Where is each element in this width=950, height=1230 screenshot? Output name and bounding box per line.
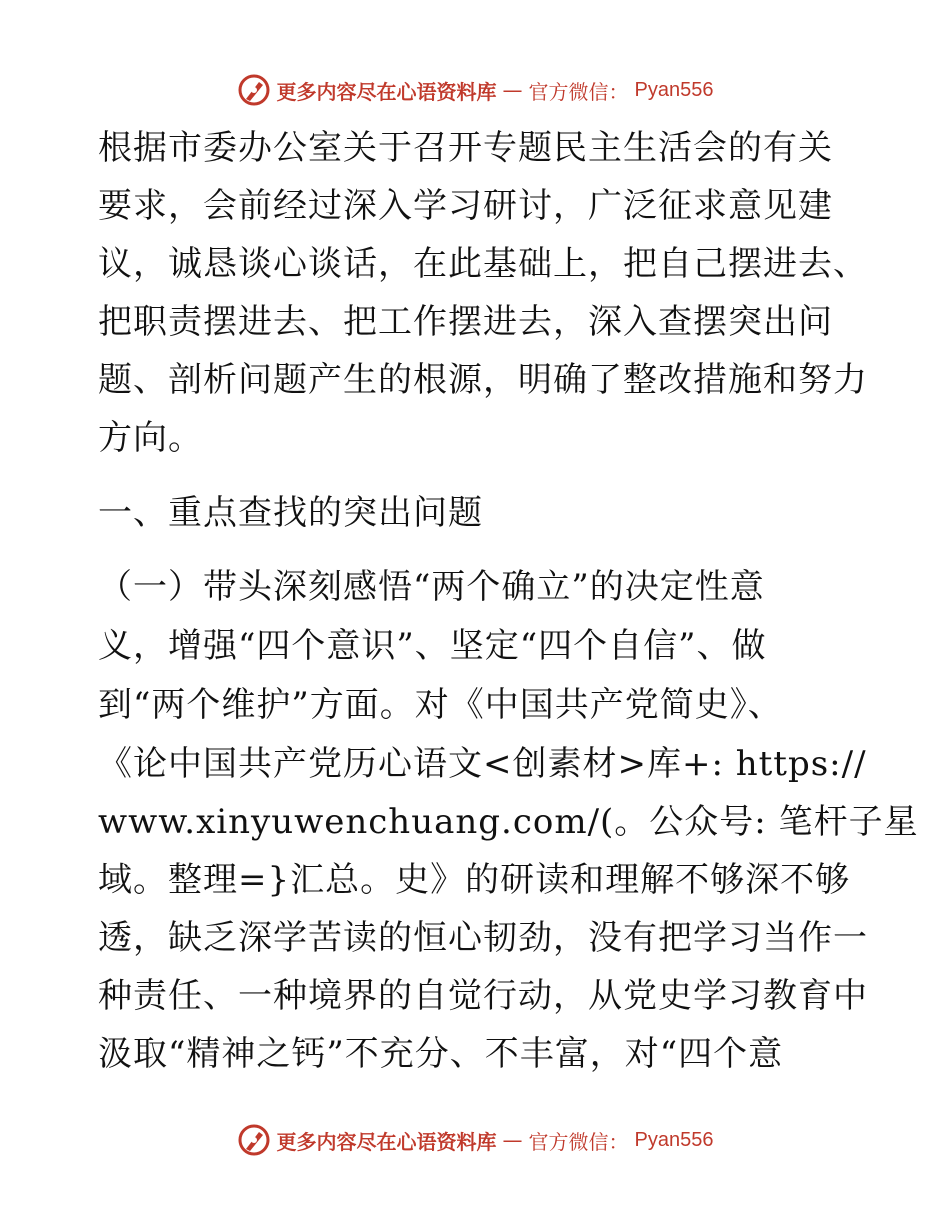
- body-line: 把职责摆进去、把工作摆进去，深入查摆突出问: [98, 302, 833, 342]
- body-line: 《论中国共产党历心语文<创素材>库+: https://: [98, 744, 867, 784]
- body-line: 种责任、一种境界的自觉行动，从党史学习教育中: [98, 976, 868, 1016]
- body-line: 域。整理=}汇总。史》的研读和理解不够深不够: [98, 860, 851, 900]
- body-line: 义，增强“四个意识”、坚定“四个自信”、做: [98, 626, 767, 666]
- body-line: www.xinyuwenchuang.com/(。公众号: 笔杆子星: [98, 802, 919, 842]
- banner-title: 更多内容尽在心语资料库: [276, 79, 497, 104]
- body-line: 到“两个维护”方面。对《中国共产党简史》、: [98, 685, 783, 725]
- body-line: 汲取“精神之钙”不充分、不丰富，对“四个意: [98, 1034, 784, 1074]
- body-line: 题、剖析问题产生的根源，明确了整改措施和努力: [98, 360, 868, 400]
- body-line: 方向。: [98, 418, 203, 458]
- body-line: 要求，会前经过深入学习研讨，广泛征求意见建: [98, 186, 833, 226]
- banner-separator: —: [502, 78, 523, 102]
- body-line: 根据市委办公室关于召开专题民主生活会的有关: [98, 128, 833, 168]
- pen-logo-icon: [237, 1123, 271, 1157]
- banner-separator: —: [502, 1128, 523, 1152]
- body-line: 透，缺乏深学苦读的恒心韧劲，没有把学习当作一: [98, 918, 868, 958]
- body-line: （一）带头深刻感悟“两个确立”的决定性意: [98, 567, 765, 607]
- footer-banner: [0, 1120, 950, 1160]
- body-line: 议，诚恳谈心谈话，在此基础上，把自己摆进去、: [98, 244, 868, 284]
- header-banner: [0, 70, 950, 110]
- banner-wechat-label: 官方微信：: [528, 1129, 629, 1154]
- banner-wechat-label: 官方微信：: [528, 79, 629, 104]
- banner-wechat-id: Pyan556: [634, 1128, 714, 1151]
- pen-logo-icon: [237, 73, 271, 107]
- section-heading: 一、重点查找的突出问题: [98, 493, 483, 533]
- banner-wechat-id: Pyan556: [634, 78, 714, 101]
- banner-title: 更多内容尽在心语资料库: [276, 1129, 497, 1154]
